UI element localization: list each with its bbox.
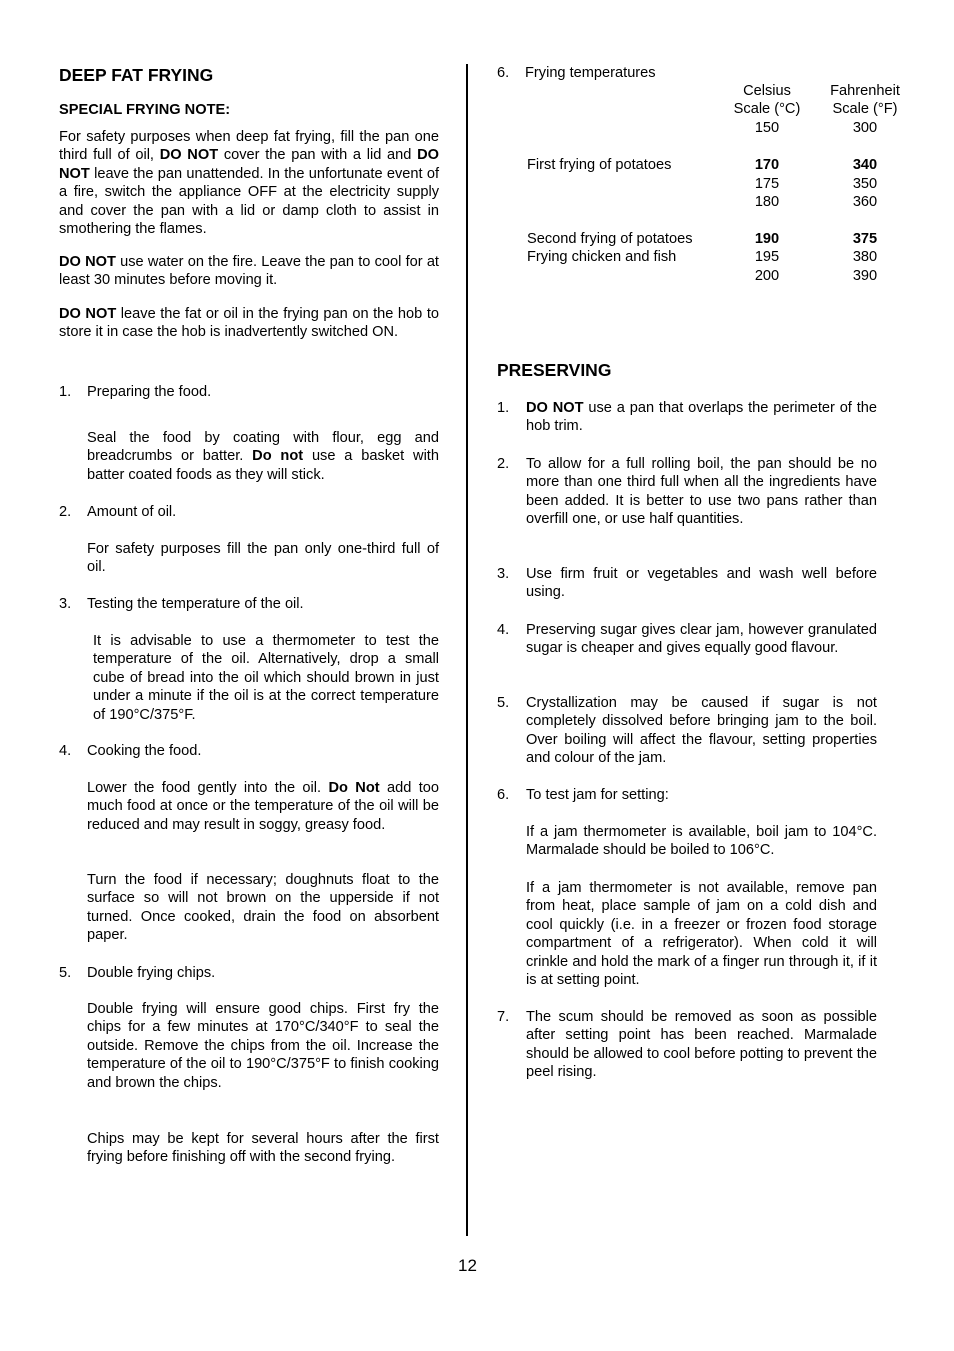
item-paragraph: Preserving sugar gives clear jam, however granulated sugar is cheaper and gives equally good flavour. [526,622,877,657]
item-number: 4. [59,743,72,759]
warning-text: DO NOT [159,147,219,164]
item-paragraph: If a jam thermometer is not available, remove pan from heat, place sample of jam on a cold dish and cool quickly (i.e. in a freezer or frozen food storage compartment of a refrigerator). When cold it will crinkle and hold the mark of a finger run through it, if it is at setting point. [526,880,877,989]
section-title-preserving: PRESERVING [497,360,612,380]
item-number: 3. [497,566,510,582]
paragraph-text: leave the fat or oil in the frying pan on the hob to store it in case the hob is inadvertently switched ON. [59,306,439,341]
header-text: Scale (°F) [832,101,898,118]
section-title-deep-fat-frying: DEEP FAT FRYING [59,65,214,85]
item-number: 4. [497,622,510,638]
item-paragraph: Crystallization may be caused if sugar is not completely dissolved before bringing jam to the boil. Over boiling will affect the flavour, setting properties and colour of the jam. [526,695,877,767]
item-paragraph [526,399,877,436]
temperature-label: First frying of potatoes [527,157,672,173]
fahrenheit-value: 360 [852,194,878,210]
fahrenheit-value: 340 [852,157,878,173]
item-number: 5. [59,965,72,981]
celsius-header [722,82,812,119]
item-paragraph: Use firm fruit or vegetables and wash well before using. [526,566,877,601]
warning-text: DO NOT [59,254,116,270]
paragraph-text: add too much food at once or the temperature of the oil will be reduced and may result in soggy, greasy food. [87,780,439,833]
item-number: 3. [59,596,72,612]
fahrenheit-header [820,82,910,119]
intro-text: For safety purposes when deep fat frying, fill the pan one third full of oil, [59,129,439,164]
item-title: To test jam for setting: [526,787,669,803]
item-number: 2. [59,504,72,520]
item-paragraph: Chips may be kept for several hours after the first frying before finishing off with the second frying. [87,1131,439,1166]
special-frying-note-heading: SPECIAL FRYING NOTE: [59,102,231,118]
item-number: 2. [497,456,510,472]
item-number: 5. [497,695,510,711]
item-paragraph: Turn the food if necessary; doughnuts float to the surface so will not brown on the upperside if not turned. Once cooked, drain the food on absorbent paper. [87,872,439,944]
item-number: 6. [497,65,510,81]
item-paragraph: For safety purposes fill the pan only one-third full of oil. [87,541,439,576]
celsius-value: 180 [754,194,780,210]
item-title: Testing the temperature of the oil. [87,596,304,612]
item-number: 7. [497,1009,510,1025]
fahrenheit-value: 375 [852,231,878,247]
item-paragraph: It is advisable to use a thermometer to test the temperature of the oil. Alternatively, drop a small cube of bread into the oil which should brown in just under a minute if the oil is at the correct temperature of 190°C/375°F. [93,633,439,723]
fahrenheit-value: 300 [852,120,878,136]
item-paragraph: If a jam thermometer is available, boil jam to 104°C. Marmalade should be boiled to 106°C. [526,824,877,859]
fahrenheit-value: 350 [852,176,878,192]
header-text: Scale (°C) [733,101,801,118]
intro-paragraph [59,128,439,238]
paragraph-text: use a pan that overlaps the perimeter of the hob trim. [526,400,877,435]
temperature-label: Frying chicken and fish [527,249,677,265]
item-title: Preparing the food. [87,384,212,400]
header-text: Celsius [743,83,791,99]
page-number: 12 [458,1256,477,1275]
warning-text: DO NOT [59,306,117,322]
header-text: Fahrenheit [830,83,900,99]
paragraph-text: Seal the food by coating with flour, egg and breadcrumbs or batter. [87,430,439,465]
celsius-value: 175 [754,176,780,192]
item-paragraph [87,429,439,484]
celsius-value: 170 [754,157,780,173]
intro-text: leave the pan unattended. In the unfortunate event of a fire, switch the appliance OFF at the electricity supply and cover the pan with a lid or damp cloth to assist in smothering the flames. [59,165,439,238]
item-title: Amount of oil. [87,504,177,520]
warning-text: Do not [252,448,304,465]
column-divider [466,64,468,1236]
item-title: Double frying chips. [87,965,216,981]
celsius-value: 195 [754,249,780,265]
item-number: 1. [59,384,72,400]
warning-text: Do Not [328,780,380,796]
item-paragraph [87,779,439,834]
intro-text: cover the pan with a lid and [218,147,418,164]
item-number: 6. [497,787,510,803]
fahrenheit-value: 380 [852,249,878,265]
item-paragraph: Double frying will ensure good chips. First fry the chips for a few minutes at 170°C/340°F to seal the outside. Remove the chips from the oil. Increase the temperature of the oil to 190°C/375°F to finish cooking and brown the chips. [87,1001,439,1091]
temperature-table-title: Frying temperatures [525,65,656,81]
item-title: Cooking the food. [87,743,202,759]
paragraph-text: use a basket with batter coated foods as they will stick. [87,448,439,483]
storage-warning-paragraph [59,305,439,342]
item-paragraph: To allow for a full rolling boil, the pan should be no more than one third full when all the ingredients have been added. It is better to use two pans rather than overfill one, or use half quantities. [526,456,877,528]
fahrenheit-value: 390 [852,268,878,284]
item-paragraph: The scum should be removed as soon as possible after setting point has been reached. Marmalade should be allowed to cool before potting to prevent the peel rising. [526,1009,877,1081]
item-number: 1. [497,400,510,416]
temperature-label: Second frying of potatoes [527,231,693,247]
celsius-value: 200 [754,268,780,284]
celsius-value: 190 [754,231,780,247]
warning-text: DO NOT [59,147,439,182]
paragraph-text: Lower the food gently into the oil. [87,780,329,796]
water-warning-paragraph [59,253,439,290]
celsius-value: 150 [754,120,780,136]
paragraph-text: use water on the fire. Leave the pan to cool for at least 30 minutes before moving it. [59,254,439,289]
warning-text: DO NOT [526,400,584,416]
